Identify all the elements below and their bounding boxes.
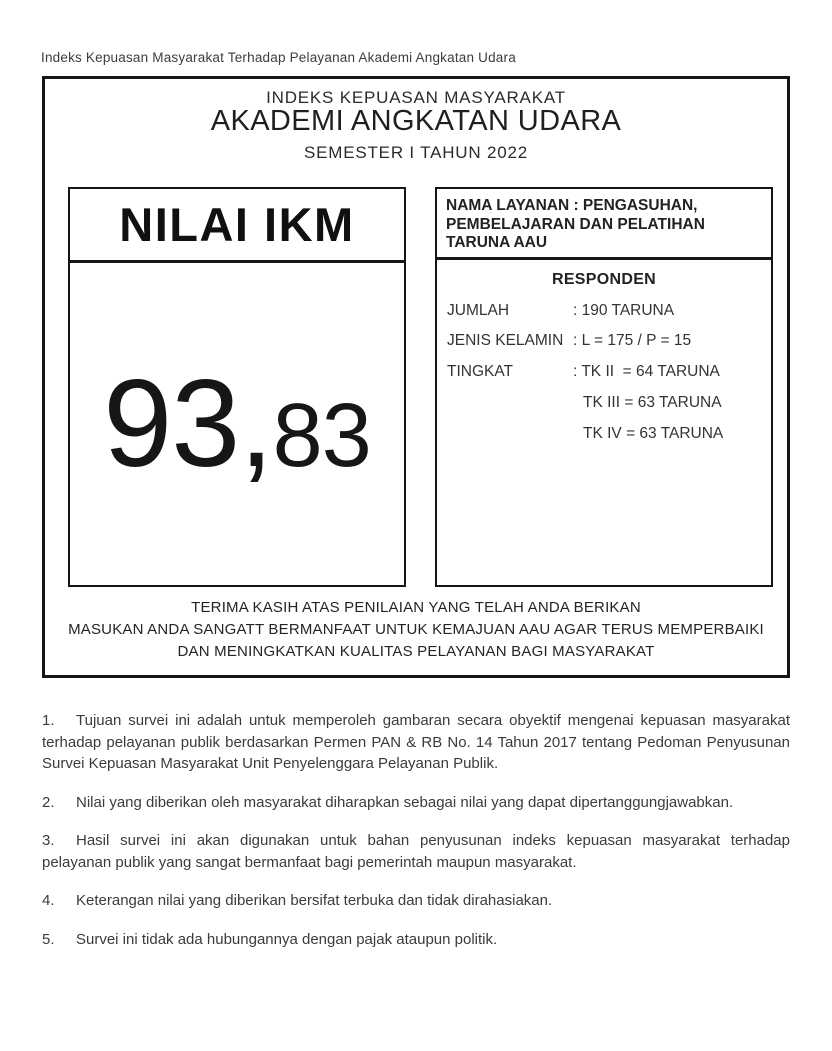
page-caption: Indeks Kepuasan Masyarakat Terhadap Pelayanan Akademi Angkatan Udara [41,50,516,65]
score-panel-title: NILAI IKM [70,189,404,263]
note-text: Tujuan survei ini adalah untuk memperoleh gambaran secara obyektif mengenai kepuasan masyarakat terhadap pelayanan publik berdasarkan Permen PAN & RB No. 14 Tahun 2017 tentang Pedoman Penyusunan Survei Kepuasan Masyarakat Unit Penyelenggara Pelayanan Publik. [42,712,790,772]
respondent-row-label: JENIS KELAMIN [447,332,564,349]
thank-you-message [45,597,787,663]
respondent-row-value: : TK II = 64 TARUNA [573,362,720,380]
respondent-row-label: JUMLAH [447,301,510,319]
note-text: Nilai yang diberikan oleh masyarakat diharapkan sebagai nilai yang dapat dipertanggungjawabkan. [76,793,734,811]
service-name: NAMA LAYANAN : PENGASUHAN, PEMBELAJARAN DAN PELATIHAN TARUNA AAU [437,189,771,260]
note-number: 4. [42,892,55,909]
note-number: 2. [42,793,55,811]
respondent-row-value: : 190 TARUNA [573,301,675,319]
note-text: Keterangan nilai yang diberikan bersifat terbuka dan tidak dirahasiakan. [76,892,553,909]
ikm-score-decimal: 83 [272,385,371,486]
note-item-5 [42,929,790,951]
respondent-row-value: : L = 175 / P = 15 [573,332,692,349]
note-number: 5. [42,930,55,948]
respondent-title: RESPONDEN [551,271,657,288]
service-panel [435,187,773,587]
report-title-line3: SEMESTER I TAHUN 2022 [303,143,528,162]
respondent-row-jumlah [437,302,771,320]
score-panel [68,187,406,587]
note-number: 1. [42,712,55,729]
ikm-score-integer: 93, [103,354,273,493]
report-card [42,76,790,678]
note-item-3 [42,830,790,873]
note-text: Hasil survei ini akan digunakan untuk bahan penyusunan indeks kepuasan masyarakat terhadap pelayanan publik yang sangat bermanfaat bagi pemerintah maupun masyarakat. [42,832,790,871]
report-title-line1: INDEKS KEPUASAN MASYARAKAT [266,88,566,107]
note-number: 3. [42,832,55,849]
note-item-4 [42,890,790,912]
respondent-row-jenis-kelamin [437,332,771,350]
survey-notes [42,710,790,967]
note-item-1 [42,710,790,775]
note-text: Survei ini tidak ada hubungannya dengan pajak ataupun politik. [76,930,498,948]
ikm-score [103,353,371,495]
thank-you-line2: MASUKAN ANDA SANGATT BERMANFAAT UNTUK KEMAJUAN AAU AGAR TERUS MEMPERBAIKI [68,621,764,638]
respondent-row-label: TINGKAT [447,362,514,380]
thank-you-line3: DAN MENINGKATKAN KUALITAS PELAYANAN BAGI MASYARAKAT [177,643,655,660]
note-item-2 [42,792,790,814]
thank-you-line1: TERIMA KASIH ATAS PENILAIAN YANG TELAH ANDA BERIKAN [191,599,641,616]
tingkat-tk3-line: TK III = 63 TARUNA [583,393,722,411]
score-value-area [70,263,404,585]
tingkat-tk4-line: TK IV = 63 TARUNA [583,424,724,442]
report-title-line2: AKADEMI ANGKATAN UDARA [210,105,622,137]
respondent-row-tingkat [437,363,771,381]
